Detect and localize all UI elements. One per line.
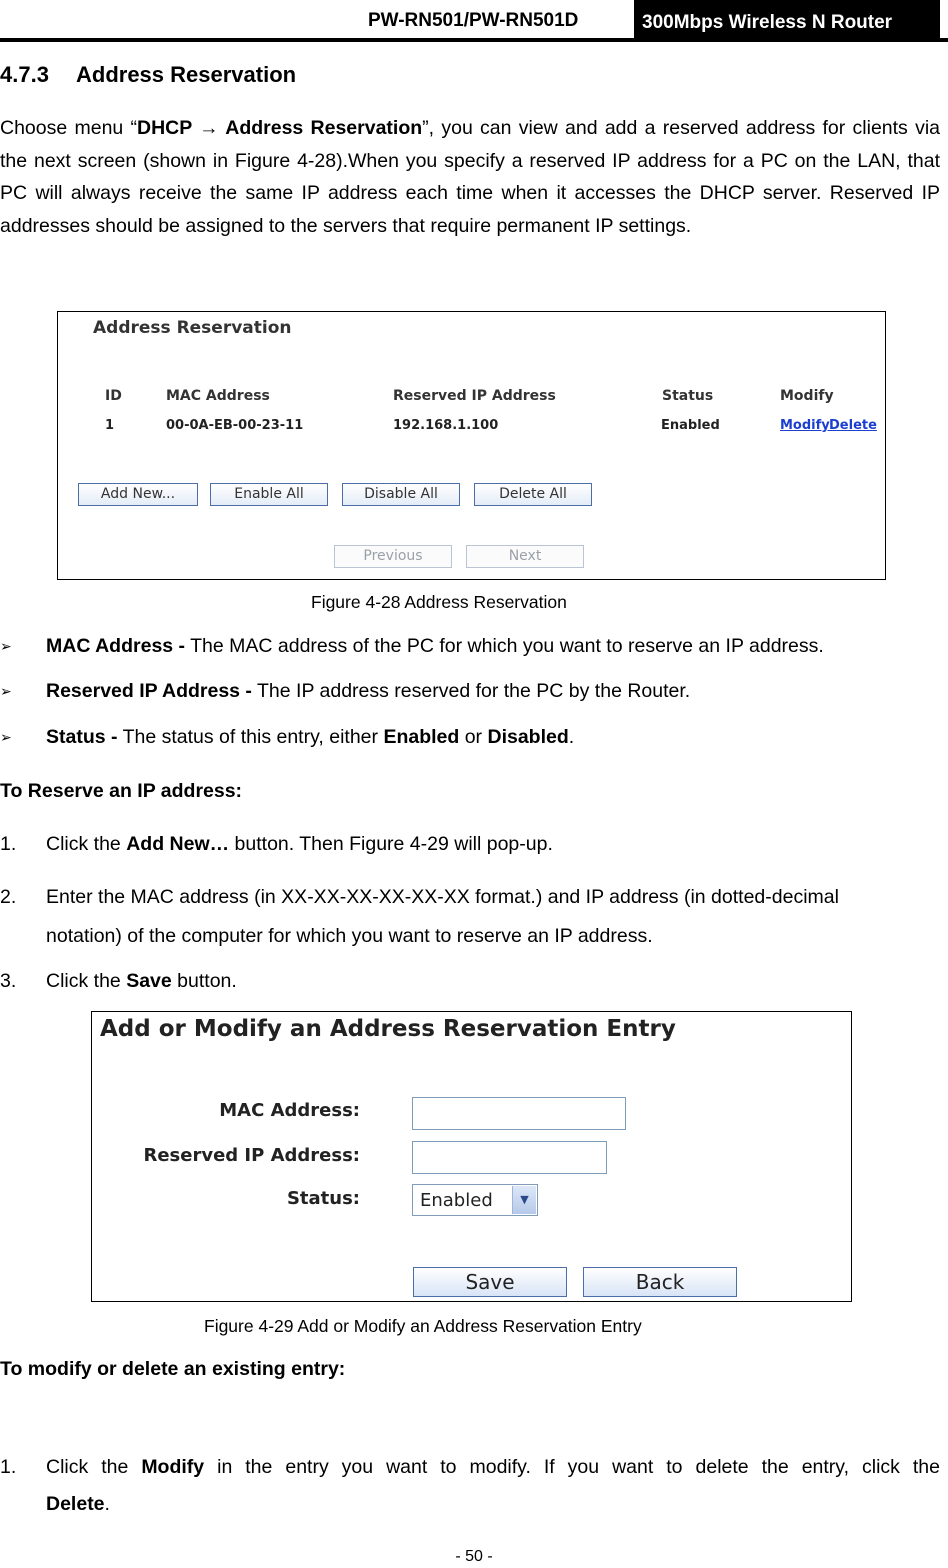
reserved-ip-label: Reserved IP Address: xyxy=(143,1145,360,1166)
step2-number: 2. xyxy=(0,886,17,908)
status-label: Status: xyxy=(286,1188,360,1209)
section-title xyxy=(0,62,296,88)
row-ip: 192.168.1.100 xyxy=(393,418,499,433)
step3-c: button. xyxy=(171,970,237,992)
reserve-heading: To Reserve an IP address: xyxy=(0,780,243,802)
column-ip: Reserved IP Address xyxy=(393,388,556,404)
bullet-text: The status of this entry, either xyxy=(117,726,384,748)
menu-dhcp: DHCP xyxy=(137,117,192,139)
chevron-down-icon[interactable]: ▼ xyxy=(512,1186,536,1214)
next-button[interactable]: Next xyxy=(466,545,584,568)
column-mac: MAC Address xyxy=(166,388,270,404)
menu-arrow: → xyxy=(191,117,226,139)
row-mac: 00-0A-EB-00-23-11 xyxy=(166,418,304,433)
header-rule xyxy=(0,38,948,42)
modify-step-line1 xyxy=(46,1456,940,1479)
step3-text xyxy=(46,970,237,993)
modify-link[interactable]: Modify xyxy=(780,418,830,433)
column-status: Status xyxy=(662,388,714,404)
step1-c: button. Then Figure 4-29 will pop-up. xyxy=(229,833,553,855)
step3-a: Click the xyxy=(46,970,127,992)
bullet-or: or xyxy=(459,726,488,748)
bullet-text: The IP address reserved for the PC by the Router. xyxy=(251,680,691,702)
step1-add-new: Add New… xyxy=(126,833,230,855)
step2-line1: Enter the MAC address (in XX-XX-XX-XX-XX-XX format.) and IP address (in dotted-decimal xyxy=(46,886,839,908)
bullet-term: Reserved IP Address - xyxy=(46,680,252,702)
figure2-title: Add or Modify an Address Reservation Entry xyxy=(100,1016,676,1042)
modify-step-a: Click the xyxy=(46,1456,142,1478)
intro-text-2: ”, you can view and add a reserved address for clients via the next screen (shown in Figure 4-28).When you specify a reserved IP address for a PC on the LAN, that PC will always receive the same IP address each time when it accesses the DHCP server. Reserved IP addresses should be assigned to the servers that require permanent IP settings. xyxy=(0,117,940,237)
mac-address-input[interactable] xyxy=(412,1097,626,1130)
back-button[interactable]: Back xyxy=(583,1267,737,1297)
modify-step-number: 1. xyxy=(0,1456,17,1478)
modify-step-line2 xyxy=(46,1493,110,1516)
page-number: - 50 - xyxy=(455,1548,493,1565)
modify-step-c: in the entry you want to modify. If you want to delete the entry, click the xyxy=(204,1456,940,1478)
figure2-caption: Figure 4-29 Add or Modify an Address Reservation Entry xyxy=(204,1316,642,1336)
intro-text-1: Choose menu “ xyxy=(0,117,138,139)
column-modify: Modify xyxy=(780,388,834,404)
row-status: Enabled xyxy=(661,418,720,433)
mac-address-label: MAC Address: xyxy=(219,1100,360,1121)
modify-step-period: . xyxy=(104,1493,110,1515)
modify-heading: To modify or delete an existing entry: xyxy=(0,1358,346,1380)
step3-number: 3. xyxy=(0,970,17,992)
reserved-ip-input[interactable] xyxy=(412,1141,607,1174)
figure1-caption: Figure 4-28 Address Reservation xyxy=(311,592,567,612)
bullet-arrow-icon: ➢ xyxy=(0,683,12,699)
bullet-text: The MAC address of the PC for which you want to reserve an IP address. xyxy=(185,635,824,657)
bullet-term: MAC Address - xyxy=(46,635,186,657)
figure1-title: Address Reservation xyxy=(93,318,292,338)
add-modify-entry-screenshot xyxy=(91,1011,852,1302)
row-id: 1 xyxy=(105,418,115,433)
step1-text xyxy=(46,833,553,856)
bullet-disabled: Disabled xyxy=(487,726,569,748)
status-selected-value: Enabled xyxy=(420,1190,493,1211)
delete-link[interactable]: Delete xyxy=(829,418,877,433)
header-product: 300Mbps Wireless N Router xyxy=(634,0,940,40)
column-id: ID xyxy=(105,388,122,404)
step2-line2: notation) of the computer for which you want to reserve an IP address. xyxy=(46,925,653,947)
header-model: PW-RN501/PW-RN501D xyxy=(368,10,579,31)
add-new-button[interactable]: Add New... xyxy=(78,483,198,506)
status-select[interactable] xyxy=(412,1184,538,1216)
intro-paragraph xyxy=(0,112,940,242)
modify-step-delete: Delete xyxy=(46,1493,105,1515)
bullet-arrow-icon: ➢ xyxy=(0,729,12,745)
step1-number: 1. xyxy=(0,833,17,855)
save-button[interactable]: Save xyxy=(413,1267,567,1297)
section-number: 4.7.3 xyxy=(0,62,49,87)
step3-save: Save xyxy=(126,970,172,992)
section-title-text: Address Reservation xyxy=(76,62,297,87)
step1-a: Click the xyxy=(46,833,127,855)
enable-all-button[interactable]: Enable All xyxy=(210,483,328,506)
bullet-arrow-icon: ➢ xyxy=(0,638,12,654)
modify-step-modify: Modify xyxy=(141,1456,205,1478)
menu-address-reservation: Address Reservation xyxy=(225,117,423,139)
disable-all-button[interactable]: Disable All xyxy=(342,483,460,506)
bullet-period: . xyxy=(568,726,575,748)
bullet-term: Status - xyxy=(46,726,118,748)
bullet-enabled: Enabled xyxy=(383,726,460,748)
previous-button[interactable]: Previous xyxy=(334,545,452,568)
delete-all-button[interactable]: Delete All xyxy=(474,483,592,506)
address-reservation-screenshot xyxy=(57,311,886,580)
